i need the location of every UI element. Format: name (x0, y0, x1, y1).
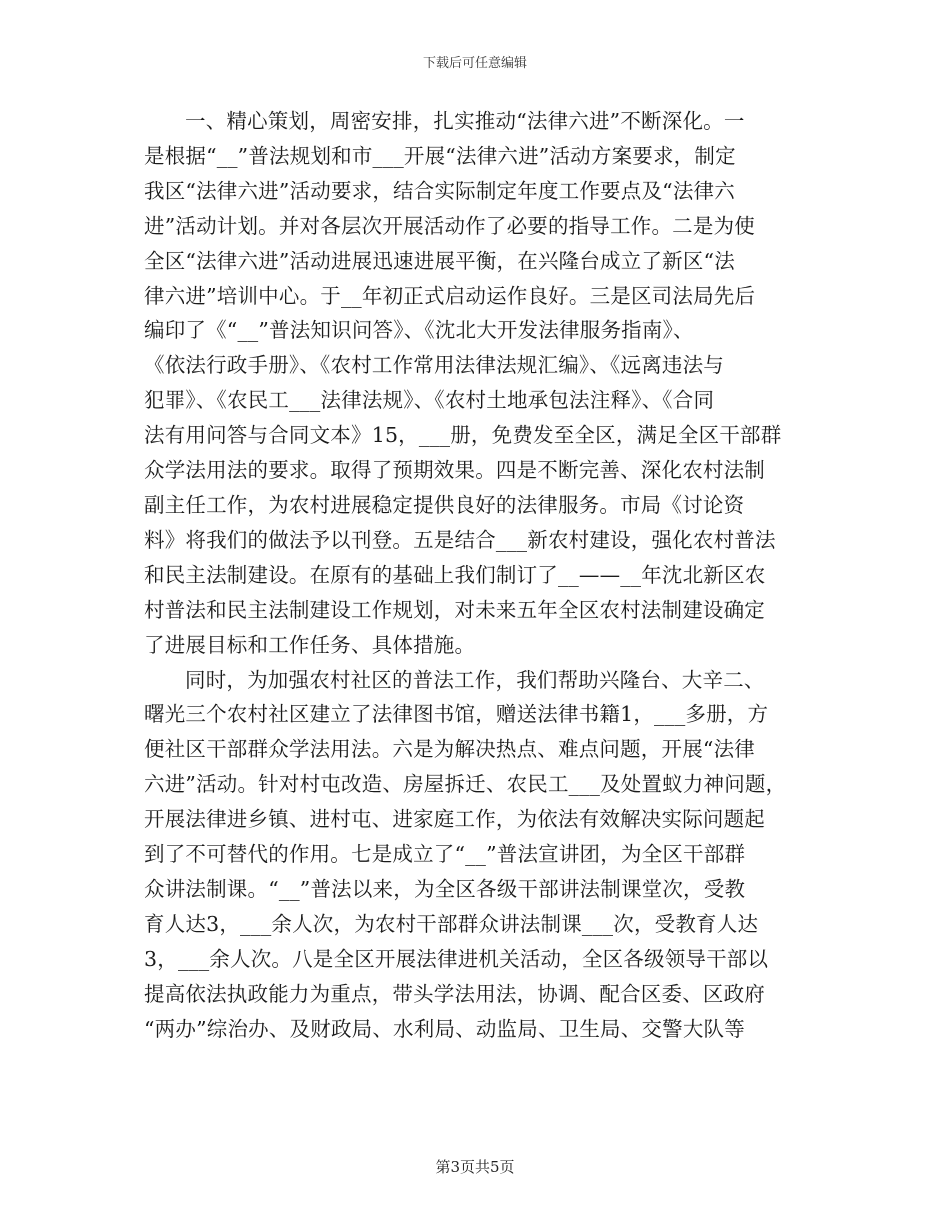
text-line: 和民主法制建设。在原有的基础上我们制订了__——__年沈北新区农 (144, 562, 766, 587)
text-line: 提高依法执政能力为重点，带头学法用法，协调、配合区委、区政府 (144, 981, 765, 1006)
text-line: 便社区干部群众学法用法。六是为解决热点、难点问题，开展“法律 (144, 737, 755, 762)
paragraph-1 (144, 104, 800, 663)
text-line: 《依法行政手册》、《农村工作常用法律法规汇编》、《远离违法与 (144, 353, 724, 378)
text-line: 3，___余人次。八是全区开展法律进机关活动，全区各级领导干部以 (144, 946, 769, 971)
text-line: 是根据“__”普法规划和市___开展“法律六进”活动方案要求，制定 (144, 143, 736, 168)
text-line: 我区“法律六进”活动要求，结合实际制定年度工作要点及“法律六 (144, 178, 735, 203)
text-line: 犯罪》、《农民工___法律法规》、《农村土地承包法注释》、《合同 (144, 388, 715, 413)
text-line: 法有用问答与合同文本》15，___册，免费发至全区，满足全区干部群 (144, 423, 782, 448)
document-body (144, 104, 800, 1046)
text-line: 村普法和民主法制建设工作规划，对未来五年全区农村法制建设确定 (144, 597, 765, 622)
text-line: 律六进”培训中心。于__年初正式启动运作良好。三是区司法局先后 (144, 283, 756, 308)
text-line: 育人达3，___余人次，为农村干部群众讲法制课___次，受教育人达 (144, 911, 759, 936)
text-line: 众讲法制课。“__”普法以来，为全区各级干部讲法制课堂次，受教 (144, 876, 746, 901)
text-line: 了进展目标和工作任务、具体措施。 (144, 632, 476, 657)
text-line: 全区“法律六进”活动进展迅速进展平衡，在兴隆台成立了新区“法 (144, 248, 735, 273)
text-line: 六进”活动。针对村屯改造、房屋拆迁、农民工___及处置蚁力神问题， (144, 772, 787, 797)
page-header: 下载后可任意编辑 (422, 56, 527, 71)
text-line: 众学法用法的要求。取得了预期效果。四是不断完善、深化农村法制 (144, 458, 765, 483)
text-line: 料》将我们的做法予以刊登。五是结合___新农村建设，强化农村普法 (144, 527, 776, 552)
text-line: 编印了《“__”普法知识问答》、《沈北大开发法律服务指南》、 (144, 318, 694, 343)
text-line: “两办”综治办、及财政局、水利局、动监局、卫生局、交警大队等 (144, 1016, 745, 1041)
text-line: 同时，为加强农村社区的普法工作，我们帮助兴隆台、大辛二、 (185, 667, 765, 692)
text-line: 开展法律进乡镇、进村屯、进家庭工作，为依法有效解决实际问题起 (144, 807, 765, 832)
text-line: 到了不可替代的作用。七是成立了“__”普法宣讲团，为全区干部群 (144, 842, 746, 867)
page-footer: 第3页共5页 (435, 1158, 515, 1176)
text-line: 副主任工作，为农村进展稳定提供良好的法律服务。市局《讨论资 (144, 492, 745, 517)
text-line: 曙光三个农村社区建立了法律图书馆，赠送法律书籍1，___多册，方 (144, 702, 769, 727)
text-line: 进”活动计划。并对各层次开展活动作了必要的指导工作。二是为使 (144, 213, 755, 238)
text-line: 一、精心策划，周密安排，扎实推动“法律六进”不断深化。一 (185, 109, 745, 133)
paragraph-2 (144, 663, 800, 1047)
